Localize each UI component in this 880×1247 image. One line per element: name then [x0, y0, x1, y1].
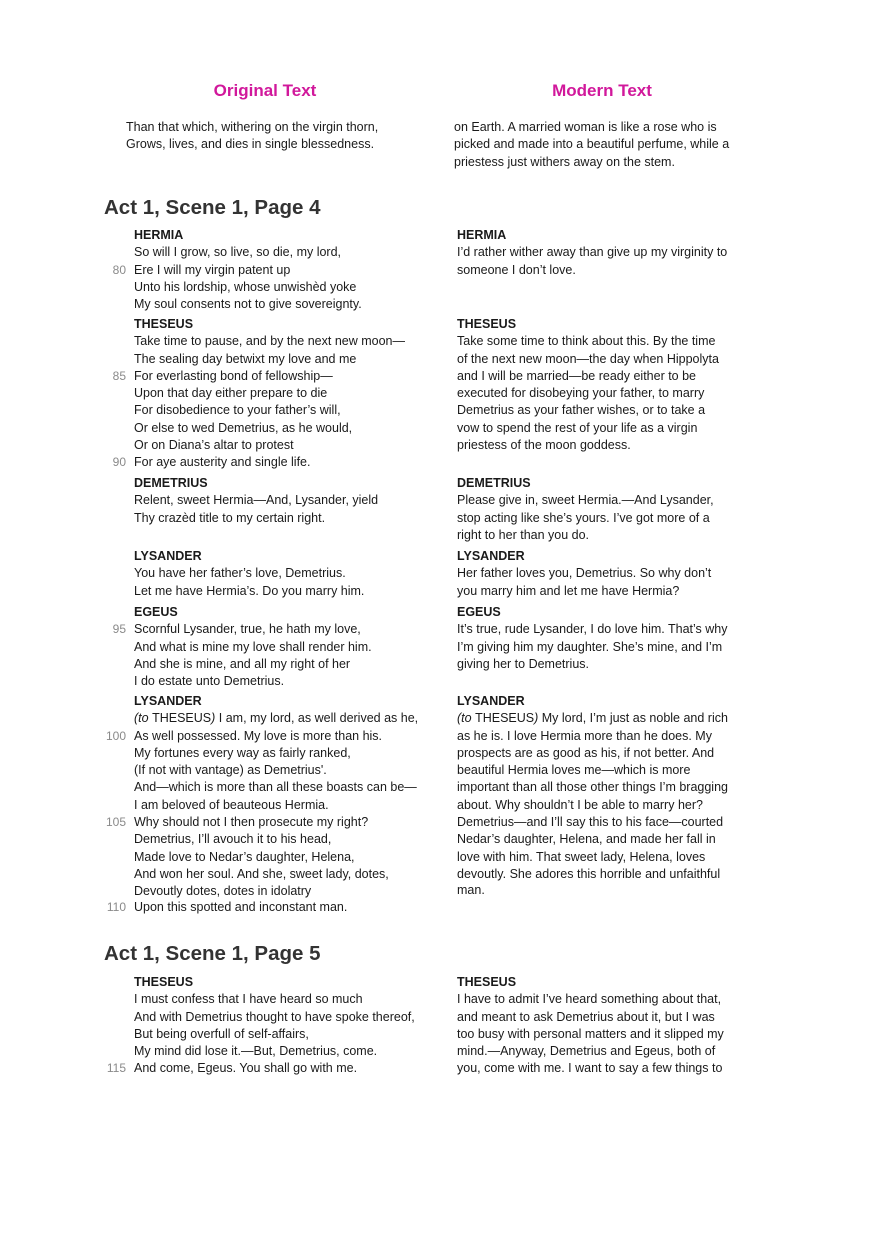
theseus-modern-block: [457, 316, 757, 454]
modern-text-header: Modern Text: [552, 81, 652, 100]
verse-line: I am beloved of beauteous Hermia.: [134, 797, 329, 812]
intro-original: [126, 119, 426, 154]
prose-line: giving her to Demetrius.: [457, 656, 590, 671]
verse-line: Thy crazèd title to my certain right.: [134, 510, 326, 525]
stage-direction: ): [211, 711, 216, 726]
line-number: 110: [106, 900, 126, 915]
theseus-page5-modern-block: [457, 974, 757, 1078]
speaker-name: LYSANDER: [457, 549, 525, 563]
verse-line: And won her soul. And she, sweet lady, dotes,: [134, 866, 389, 881]
prose-line: Take some time to think about this. By the time: [457, 334, 716, 349]
prose-line: about. Why shouldn’t I be able to marry her?: [457, 797, 703, 812]
verse-line: Devoutly dotes, dotes in idolatry: [134, 884, 312, 899]
lysander-modern-block: [457, 548, 757, 600]
verse-line: (If not with vantage) as Demetrius'.: [134, 763, 327, 778]
verse-line: For disobedience to your father’s will,: [134, 403, 341, 418]
prose-line: I’d rather wither away than give up my virginity to: [457, 245, 728, 260]
verse-line: 100 As well possessed. My love is more than his.: [104, 728, 434, 745]
speaker-name: HERMIA: [457, 228, 507, 242]
prose-line: Demetrius as your father wishes, or to take a: [457, 403, 706, 418]
prose-line: too busy with personal matters and it slipped my: [457, 1026, 724, 1041]
prose-line: Nedar’s daughter, Helena, and made her fall in: [457, 832, 716, 847]
speaker-name: DEMETRIUS: [134, 476, 208, 490]
text-line: Than that which, withering on the virgin thorn,: [126, 120, 379, 134]
verse-line: 95 Scornful Lysander, true, he hath my love,: [104, 621, 434, 638]
prose-line: vow to spend the rest of your life as a virgin: [457, 420, 698, 435]
verse-line: And—which is more than all these boasts can be—: [134, 780, 417, 795]
prose-line: I have to admit I’ve heard something about that,: [457, 992, 722, 1007]
prose-line: executed for disobeying your father, to marry: [457, 386, 705, 401]
prose-line: mind.—Anyway, Demetrius and Egeus, both of: [457, 1044, 716, 1059]
verse-line: Or on Diana’s altar to protest: [134, 438, 294, 453]
egeus-original-block: [104, 604, 434, 690]
prose-line: you, come with me. I want to say a few things to: [457, 1061, 723, 1076]
verse-line: Relent, sweet Hermia—And, Lysander, yield: [134, 493, 379, 508]
verse-line: Demetrius, I’ll avouch it to his head,: [134, 832, 332, 847]
line-number: 85: [112, 368, 126, 383]
line-number: 90: [112, 455, 126, 470]
verse-line: My fortunes every way as fairly ranked,: [134, 745, 351, 760]
verse-line: And what is mine my love shall render him.: [134, 639, 372, 654]
verse-line: Made love to Nedar’s daughter, Helena,: [134, 849, 355, 864]
verse-line: (to THESEUS) I am, my lord, as well derived as he,: [134, 711, 419, 726]
text-line: on Earth. A married woman is like a rose who is: [454, 120, 717, 134]
verse-line: The sealing day betwixt my love and me: [134, 351, 357, 366]
verse-line: 115 And come, Egeus. You shall go with me.: [104, 1060, 434, 1077]
speaker-name: THESEUS: [134, 975, 194, 989]
prose-line: prospects are as good as his, if not better. And: [457, 745, 715, 760]
prose-line: you marry him and let me have Hermia?: [457, 583, 680, 598]
line-number: 95: [112, 622, 126, 637]
prose-line: and I will be married—be ready either to be: [457, 368, 697, 383]
verse-line: I do estate unto Demetrius.: [134, 674, 285, 689]
egeus-modern-block: [457, 604, 757, 673]
prose-line: I’m giving him my daughter. She’s mine, and I’m: [457, 639, 723, 654]
prose-line: and meant to ask Demetrius about it, but I was: [457, 1009, 715, 1024]
verse-line: And with Demetrius thought to have spoke thereof,: [134, 1009, 415, 1024]
stage-direction-name: THESEUS: [475, 711, 535, 726]
speaker-name: LYSANDER: [134, 549, 202, 563]
speaker-name: HERMIA: [134, 228, 184, 242]
lysander-original-block: [104, 548, 434, 600]
speaker-name: EGEUS: [134, 605, 178, 619]
prose-line: right to her than you do.: [457, 527, 590, 542]
verse-line: 85 For everlasting bond of fellowship—: [104, 368, 434, 385]
verse-line: And she is mine, and all my right of her: [134, 656, 351, 671]
verse-line: Upon that day either prepare to die: [134, 386, 328, 401]
stage-direction-name: THESEUS: [152, 711, 212, 726]
prose-line: stop acting like she’s yours. I’ve got more of a: [457, 510, 710, 525]
line-number: 100: [105, 728, 126, 743]
theseus-page5-original-block: [104, 974, 434, 1078]
prose-line: as he is. I love Hermia more than he does. My: [457, 728, 712, 743]
stage-direction: (to: [134, 711, 153, 726]
prose-line: devoutly. She adores this horrible and unfaithful: [457, 866, 721, 881]
prose-line: (to THESEUS) My lord, I’m just as noble and rich: [457, 711, 728, 726]
verse-line: Unto his lordship, whose unwishèd yoke: [134, 279, 357, 294]
speaker-name: THESEUS: [457, 317, 517, 331]
speaker-name: THESEUS: [457, 975, 517, 989]
prose-line: love with him. That sweet lady, Helena, loves: [457, 849, 706, 864]
prose-line: man.: [457, 882, 485, 897]
line-number: 105: [105, 815, 126, 830]
prose-line: of the next new moon—the day when Hippolyta: [457, 351, 719, 366]
verse-line: My soul consents not to give sovereignty.: [134, 297, 362, 312]
prose-line: It’s true, rude Lysander, I do love him. That’s why: [457, 622, 728, 637]
verse-line: I must confess that I have heard so much: [134, 992, 363, 1007]
verse-line: But being overfull of self-affairs,: [134, 1026, 309, 1041]
stage-direction: (to: [457, 711, 476, 726]
lysander-speech-modern-block: [457, 693, 757, 899]
verse-line: 90 For aye austerity and single life.: [104, 454, 434, 471]
verse-line: Let me have Hermia’s. Do you marry him.: [134, 583, 365, 598]
verse-line: Or else to wed Demetrius, as he would,: [134, 420, 353, 435]
prose-line: beautiful Hermia loves me—which is more: [457, 763, 691, 778]
original-text-header: Original Text: [213, 81, 317, 100]
prose-line: priestess of the moon goddess.: [457, 438, 631, 453]
page-5-title: Act 1, Scene 1, Page 5: [104, 942, 321, 965]
verse-line: Take time to pause, and by the next new moon—: [134, 334, 405, 349]
page-4-title: Act 1, Scene 1, Page 4: [104, 196, 321, 219]
text-line: priestess just withers away on the stem.: [454, 154, 675, 169]
verse-line: My mind did lose it.—But, Demetrius, come.: [134, 1044, 378, 1059]
stage-direction: ): [534, 711, 539, 726]
prose-line: Please give in, sweet Hermia.—And Lysander,: [457, 493, 714, 508]
speaker-name: LYSANDER: [134, 694, 202, 708]
speaker-name: THESEUS: [134, 317, 194, 331]
verse-line: 110 Upon this spotted and inconstant man.: [104, 899, 434, 916]
speaker-name: EGEUS: [457, 605, 501, 619]
verse-line: So will I grow, so live, so die, my lord,: [134, 245, 342, 260]
hermia-original-block: [104, 227, 434, 313]
line-number: 115: [106, 1061, 126, 1076]
verse-line: 80 Ere I will my virgin patent up: [104, 262, 434, 279]
demetrius-modern-block: [457, 475, 757, 544]
speaker-name: DEMETRIUS: [457, 476, 531, 490]
prose-line: important than all those other things I’m bragging: [457, 780, 728, 795]
prose-line: Her father loves you, Demetrius. So why don’t: [457, 566, 712, 581]
hermia-modern-block: [457, 227, 757, 279]
intro-modern: [454, 119, 754, 171]
verse-line: 105 Why should not I then prosecute my right?: [104, 814, 434, 831]
verse-line: You have her father’s love, Demetrius.: [134, 566, 346, 581]
demetrius-original-block: [104, 475, 434, 527]
line-number: 80: [112, 262, 126, 277]
theseus-original-block: [104, 316, 434, 472]
text-line: Grows, lives, and dies in single blessedness.: [126, 137, 375, 152]
speaker-name: LYSANDER: [457, 694, 525, 708]
text-line: picked and made into a beautiful perfume, while a: [454, 137, 730, 152]
lysander-speech-original-block: [104, 693, 434, 917]
prose-line: Demetrius—and I’ll say this to his face—courted: [457, 815, 724, 830]
prose-line: someone I don’t love.: [457, 262, 576, 277]
